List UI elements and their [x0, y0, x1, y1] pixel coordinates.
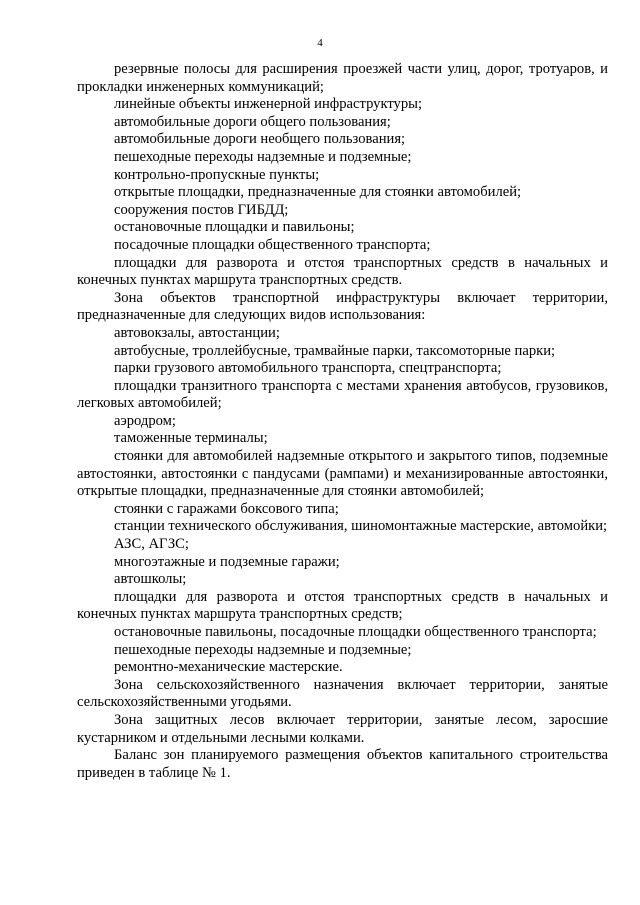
- document-body: [77, 61, 608, 782]
- paragraph: Баланс зон планируемого размещения объектов капитального строительства приведен в таблице № 1.: [77, 747, 608, 781]
- paragraph: станции технического обслуживания, шиномонтажные мастерские, автомойки;: [114, 518, 608, 535]
- paragraph: открытые площадки, предназначенные для стоянки автомобилей;: [114, 184, 522, 201]
- paragraph: остановочные павильоны, посадочные площадки общественного транспорта;: [114, 624, 597, 640]
- paragraph: посадочные площадки общественного транспорта;: [114, 236, 431, 253]
- paragraph: стоянки с гаражами боксового типа;: [114, 500, 339, 517]
- paragraph: площадки для разворота и отстоя транспортных средств в начальных и конечных пунктах маршрута транспортных средств;: [77, 588, 608, 623]
- paragraph: многоэтажные и подземные гаражи;: [114, 553, 340, 570]
- paragraph: ремонтно-механические мастерские.: [114, 659, 343, 676]
- paragraph: сооружения постов ГИБДД;: [114, 201, 289, 218]
- paragraph: пешеходные переходы надземные и подземные;: [114, 148, 412, 165]
- paragraph: Зона сельскохозяйственного назначения включает территории, занятые сельскохозяйственными угодьями.: [77, 676, 608, 711]
- paragraph: автобусные, троллейбусные, трамвайные парки, таксомоторные парки;: [114, 342, 556, 359]
- paragraph: аэродром;: [114, 412, 176, 429]
- paragraph: площадки транзитного транспорта с местами хранения автобусов, грузовиков, легковых автомобилей;: [77, 377, 608, 412]
- paragraph: таможенные терминалы;: [114, 430, 268, 447]
- paragraph: резервные полосы для расширения проезжей части улиц, дорог, тротуаров, и прокладки инженерных коммуникаций;: [77, 61, 608, 95]
- paragraph: Зона объектов транспортной инфраструктуры включает территории, предназначенные для следующих видов использования:: [77, 289, 608, 324]
- paragraph: автомобильные дороги общего пользования;: [114, 113, 391, 130]
- paragraph: Зона защитных лесов включает территории, занятые лесом, заросшие кустарником и отдельными лесными колками.: [77, 711, 608, 746]
- paragraph: автошколы;: [114, 571, 187, 588]
- paragraph: автомобильные дороги необщего пользования;: [114, 131, 406, 148]
- paragraph: автовокзалы, автостанции;: [114, 324, 280, 341]
- paragraph: парки грузового автомобильного транспорта, спецтранспорта;: [114, 360, 502, 377]
- paragraph: АЗС, АГЗС;: [114, 536, 189, 553]
- paragraph: пешеходные переходы надземные и подземные;: [114, 641, 412, 658]
- paragraph: стоянки для автомобилей надземные открытого и закрытого типов, подземные автостоянки, автостоянки с пандусами (рампами) и механизированные автостоянки, открытые площадки, предназначенные для стоянки автомобилей;: [77, 448, 608, 500]
- paragraph: линейные объекты инженерной инфраструктуры;: [114, 96, 423, 113]
- paragraph: контрольно-пропускные пункты;: [114, 166, 320, 183]
- paragraph: остановочные площадки и павильоны;: [114, 219, 355, 236]
- paragraph: площадки для разворота и отстоя транспортных средств в начальных и конечных пунктах маршрута транспортных средств.: [77, 254, 608, 289]
- page-number: 4: [317, 37, 323, 49]
